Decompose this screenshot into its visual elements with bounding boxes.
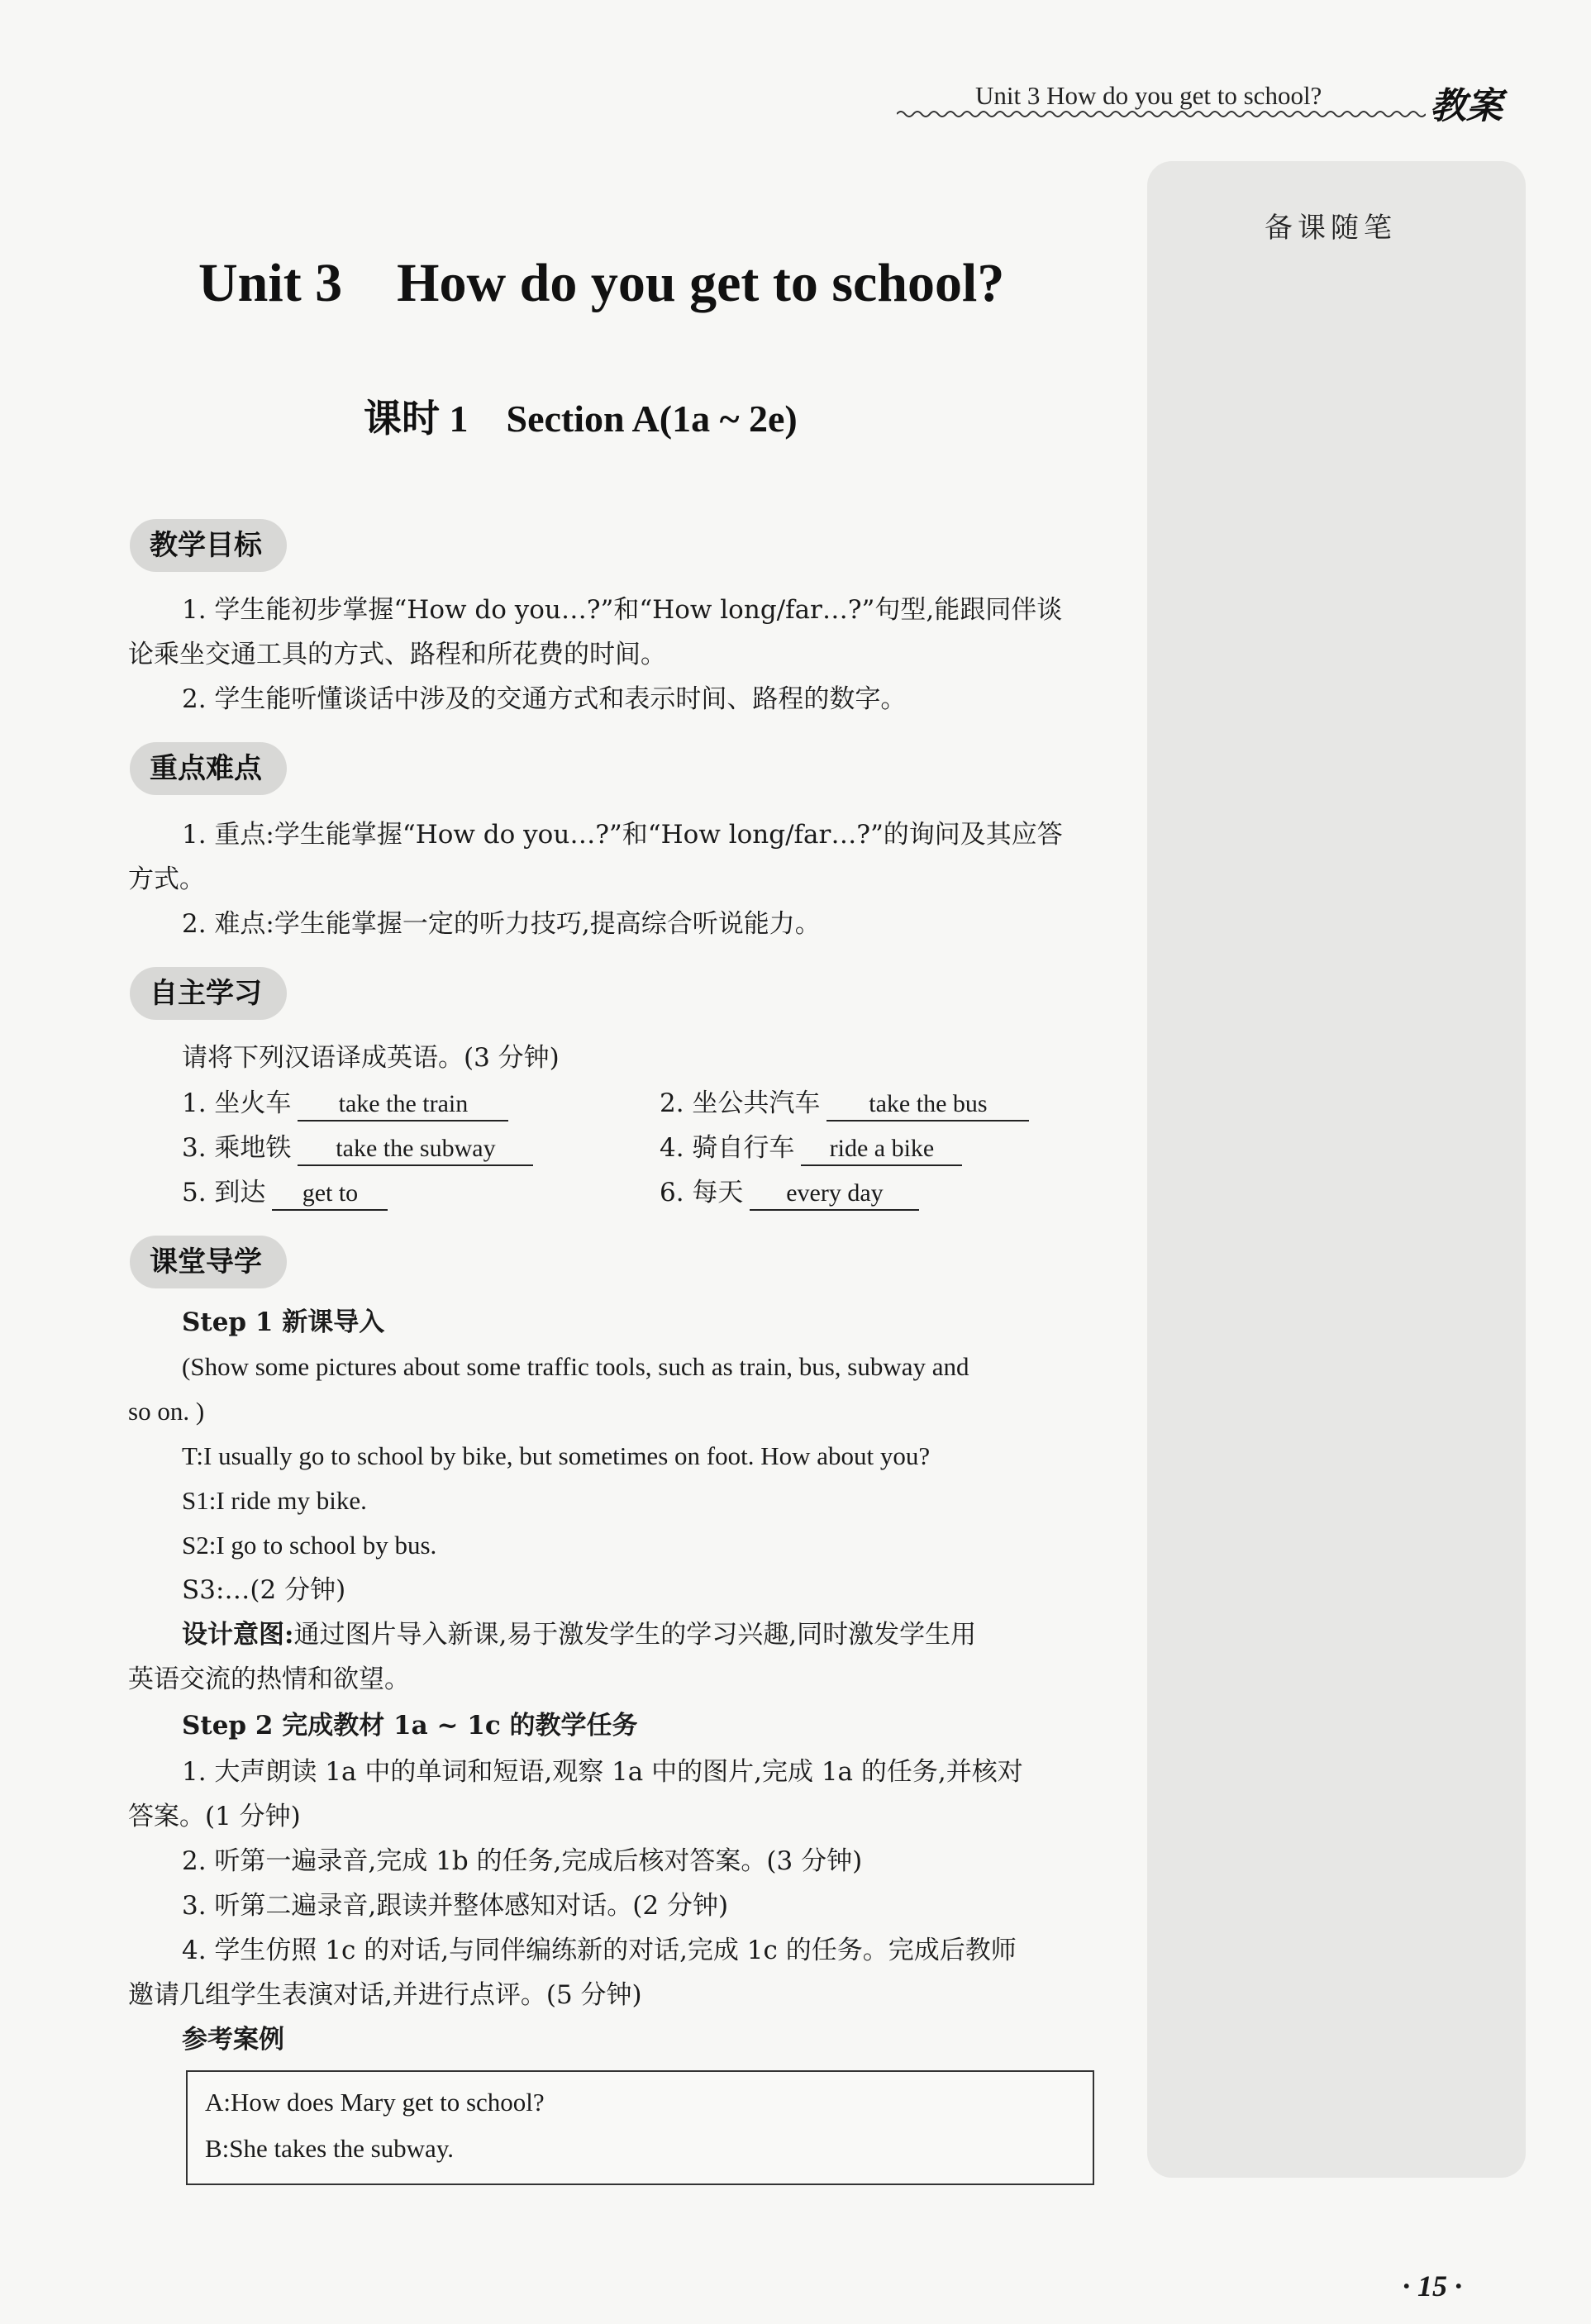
- step1-line: S3:…(2 分钟): [182, 1575, 346, 1605]
- step2-line: 1. 大声朗读 1a 中的单词和短语,观察 1a 中的图片,完成 1a 的任务,并核对: [182, 1757, 1023, 1787]
- lesson-title: 课时 1 Section A(1a ~ 2e): [364, 398, 798, 440]
- running-header: Unit 3 How do you get to school?: [975, 81, 1322, 110]
- step2-line: 邀请几组学生表演对话,并进行点评。(5 分钟): [128, 1980, 642, 2010]
- notes-label: 备课随笔: [1265, 212, 1397, 245]
- notes-column: [1147, 161, 1526, 2178]
- step2-line: 2. 听第一遍录音,完成 1b 的任务,完成后核对答案。(3 分钟): [182, 1846, 863, 1876]
- step2-line: 3. 听第二遍录音,跟读并整体感知对话。(2 分钟): [182, 1891, 729, 1921]
- vocab-prompt: 4. 骑自行车: [660, 1133, 795, 1163]
- vocab-prompt: 1. 坐火车: [182, 1088, 292, 1118]
- reference-label: 参考案例: [182, 2025, 284, 2055]
- example-line: A:How does Mary get to school?: [205, 2088, 545, 2117]
- vocab-item: [182, 1131, 533, 1166]
- step1-title: Step 1 新课导入: [182, 1307, 385, 1337]
- page-number: · 15 ·: [1403, 2269, 1462, 2303]
- header-wave-rule: [897, 109, 1426, 119]
- vocab-prompt: 3. 乘地铁: [182, 1133, 292, 1163]
- vocab-prompt: 2. 坐公共汽车: [660, 1088, 821, 1118]
- vocab-item: [660, 1087, 1029, 1122]
- key-point-line: 2. 难点:学生能掌握一定的听力技巧,提高综合听说能力。: [182, 909, 821, 939]
- vocab-answer: take the subway: [298, 1133, 533, 1166]
- vocab-item: [660, 1176, 919, 1211]
- section-badge-classroom: 课堂导学: [130, 1236, 287, 1288]
- step1-line: so on. ): [128, 1397, 205, 1426]
- vocab-item: [182, 1087, 508, 1122]
- unit-title: Unit 3 How do you get to school?: [198, 253, 1005, 313]
- step2-line: 4. 学生仿照 1c 的对话,与同伴编练新的对话,完成 1c 的任务。完成后教师: [182, 1936, 1017, 1965]
- vocab-answer: every day: [750, 1178, 919, 1211]
- design-intent-label: 设计意图:: [182, 1620, 294, 1650]
- design-intent-text: 通过图片导入新课,易于激发学生的学习兴趣,同时激发学生用: [293, 1620, 977, 1650]
- objective-line: 论乘坐交通工具的方式、路程和所花费的时间。: [128, 640, 666, 669]
- step1-line: T:I usually go to school by bike, but sometimes on foot. How about you?: [182, 1441, 931, 1470]
- vocab-prompt: 5. 到达: [182, 1178, 266, 1207]
- objective-line: 1. 学生能初步掌握“How do you…?”和“How long/far…?”句型,能跟同伴谈: [182, 595, 1063, 625]
- key-point-line: 1. 重点:学生能掌握“How do you…?”和“How long/far…?”的询问及其应答: [182, 820, 1063, 850]
- vocab-answer: take the train: [298, 1088, 508, 1122]
- design-intent-text-cont: 英语交流的热情和欲望。: [128, 1664, 410, 1694]
- self-study-instruction: 请将下列汉语译成英语。(3 分钟): [182, 1043, 560, 1073]
- objective-line: 2. 学生能听懂谈话中涉及的交通方式和表示时间、路程的数字。: [182, 684, 907, 714]
- vocab-answer: get to: [272, 1178, 388, 1211]
- step1-line: S1:I ride my bike.: [182, 1486, 367, 1515]
- section-badge-objectives: 教学目标: [130, 519, 287, 572]
- vocab-answer: take the bus: [826, 1088, 1029, 1122]
- example-line: B:She takes the subway.: [205, 2134, 455, 2163]
- step1-line: (Show some pictures about some traffic tools, such as train, bus, subway and: [182, 1352, 969, 1381]
- step1-line: S2:I go to school by bus.: [182, 1531, 437, 1560]
- vocab-item: [182, 1176, 388, 1211]
- section-badge-key-points: 重点难点: [130, 742, 287, 795]
- vocab-answer: ride a bike: [801, 1133, 962, 1166]
- vocab-item: [660, 1131, 962, 1166]
- key-point-line: 方式。: [128, 864, 205, 894]
- design-intent: [182, 1618, 976, 1651]
- step2-line: 答案。(1 分钟): [128, 1802, 301, 1831]
- header-brand: 教案: [1430, 85, 1503, 127]
- section-badge-self-study: 自主学习: [130, 967, 287, 1020]
- step2-title: Step 2 完成教材 1a ~ 1c 的教学任务: [182, 1711, 638, 1741]
- vocab-prompt: 6. 每天: [660, 1178, 744, 1207]
